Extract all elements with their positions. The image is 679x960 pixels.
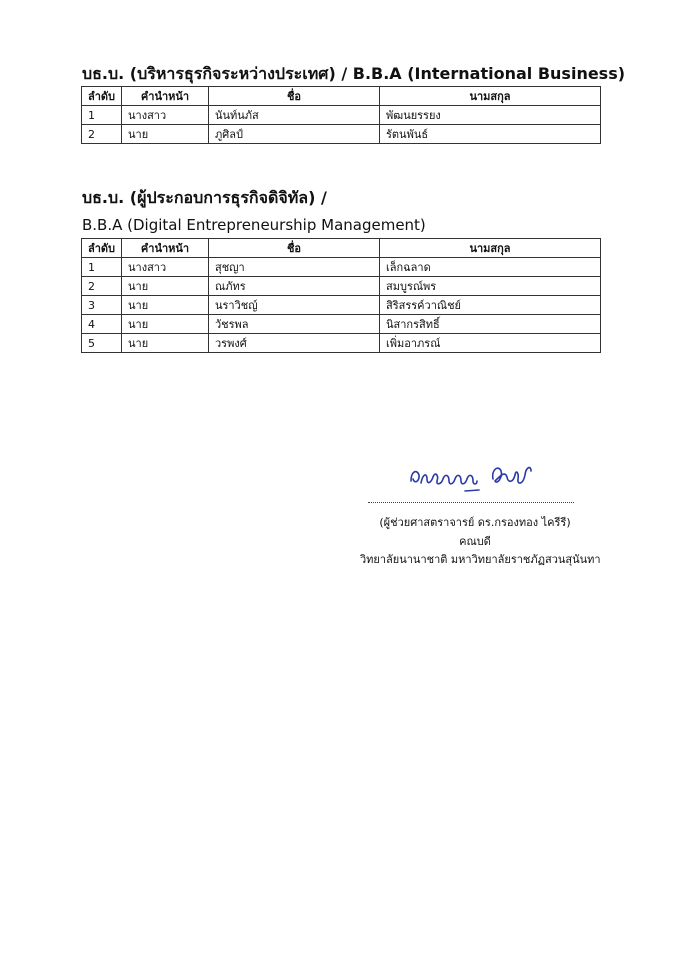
- section1-table: [81, 86, 601, 144]
- cell-last-name: สมบูรณ์พร: [380, 277, 601, 296]
- cell-order: 2: [82, 277, 122, 296]
- table-header-row: [82, 239, 601, 258]
- signature-strokes: [411, 468, 531, 491]
- table-row: [82, 277, 601, 296]
- cell-order: 3: [82, 296, 122, 315]
- header-prefix: คำนำหน้า: [122, 87, 209, 106]
- header-prefix: คำนำหน้า: [122, 239, 209, 258]
- cell-prefix: นางสาว: [122, 258, 209, 277]
- header-order: ลำดับ: [82, 239, 122, 258]
- cell-last-name: เล็กฉลาด: [380, 258, 601, 277]
- signatory-position: คณบดี: [459, 535, 491, 548]
- cell-prefix: นาย: [122, 125, 209, 144]
- cell-last-name: เพิ่มอาภรณ์: [380, 334, 601, 353]
- cell-order: 5: [82, 334, 122, 353]
- cell-prefix: นาย: [122, 334, 209, 353]
- header-order: ลำดับ: [82, 87, 122, 106]
- header-last-name: นามสกุล: [380, 87, 601, 106]
- cell-first-name: สุชญา: [209, 258, 380, 277]
- table-row: [82, 258, 601, 277]
- table-row: [82, 296, 601, 315]
- handwritten-signature: [405, 455, 540, 500]
- cell-order: 2: [82, 125, 122, 144]
- signature-dotted-line: [368, 502, 574, 503]
- section2-table: [81, 238, 601, 353]
- section2-subtitle: B.B.A (Digital Entrepreneurship Management): [82, 216, 426, 234]
- table-header-row: [82, 87, 601, 106]
- cell-last-name: สิริสรรค์วาณิชย์: [380, 296, 601, 315]
- table-row: [82, 334, 601, 353]
- cell-order: 1: [82, 106, 122, 125]
- cell-first-name: นราวิชญ์: [209, 296, 380, 315]
- cell-order: 4: [82, 315, 122, 334]
- cell-last-name: นิสากรสิทธิ์: [380, 315, 601, 334]
- cell-order: 1: [82, 258, 122, 277]
- cell-prefix: นาย: [122, 315, 209, 334]
- cell-first-name: วรพงศ์: [209, 334, 380, 353]
- header-first-name: ชื่อ: [209, 239, 380, 258]
- section2-title: บธ.บ. (ผู้ประกอบการธุรกิจดิจิทัล) /: [82, 188, 327, 207]
- table-row: [82, 125, 601, 144]
- section1-title: บธ.บ. (บริหารธุรกิจระหว่างประเทศ) / B.B.A (International Business): [82, 64, 626, 83]
- cell-last-name: รัตนพันธ์: [380, 125, 601, 144]
- table-row: [82, 315, 601, 334]
- cell-first-name: นันท์นภัส: [209, 106, 380, 125]
- cell-prefix: นาย: [122, 277, 209, 296]
- cell-prefix: นางสาว: [122, 106, 209, 125]
- cell-first-name: ณภัทร: [209, 277, 380, 296]
- cell-last-name: พัฒนยรรยง: [380, 106, 601, 125]
- cell-first-name: วัชรพล: [209, 315, 380, 334]
- cell-first-name: ภูศิลป์: [209, 125, 380, 144]
- table-row: [82, 106, 601, 125]
- header-first-name: ชื่อ: [209, 87, 380, 106]
- cell-prefix: นาย: [122, 296, 209, 315]
- signatory-name: (ผู้ช่วยศาสตราจารย์ ดร.กรองทอง ไครีรี): [379, 516, 571, 529]
- signatory-organization: วิทยาลัยนานาชาติ มหาวิทยาลัยราชภัฏสวนสุนันทา: [360, 553, 601, 566]
- header-last-name: นามสกุล: [380, 239, 601, 258]
